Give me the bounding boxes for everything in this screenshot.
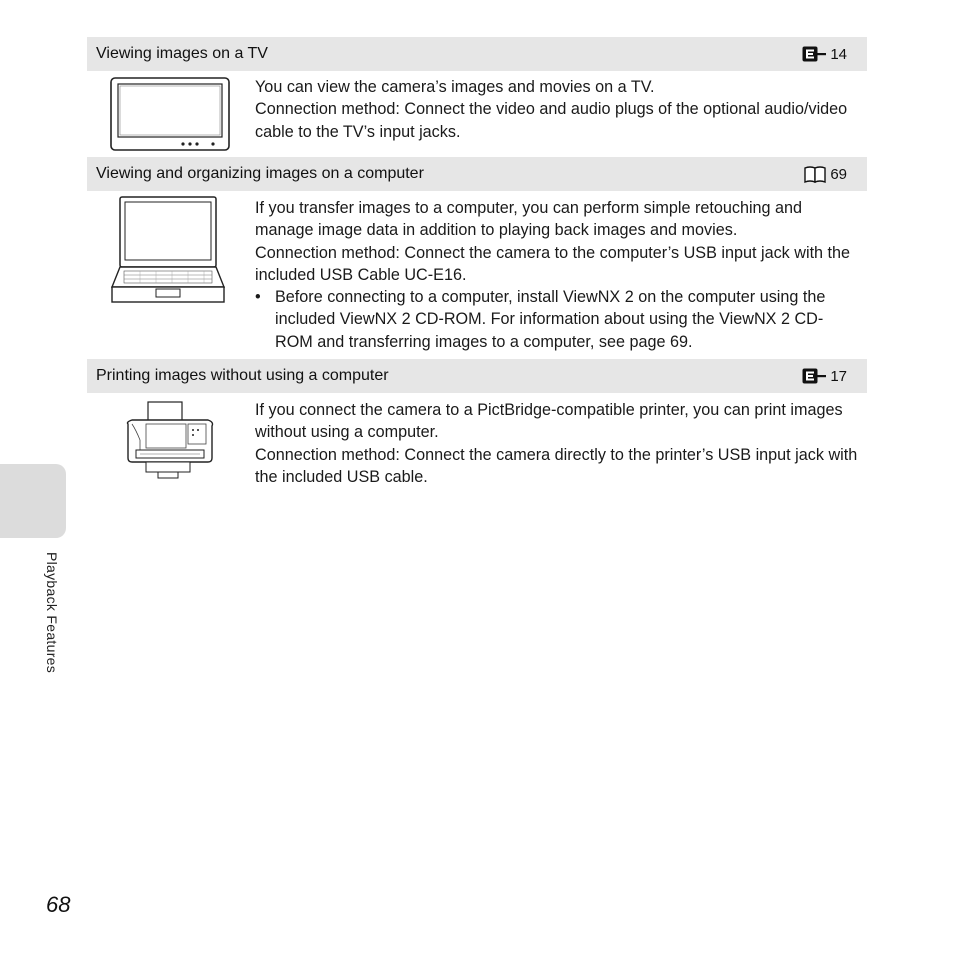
- paragraph: If you connect the camera to a PictBridge-compatible printer, you can print images without using a computer.: [255, 401, 843, 442]
- page-number: 68: [46, 892, 71, 917]
- section-reference: [802, 46, 847, 63]
- paragraph: Connection method: Connect the video and audio plugs of the optional audio/video cable to the TV’s input jacks.: [255, 100, 848, 141]
- reference-number: 69: [830, 165, 847, 183]
- section-reference: [804, 166, 847, 183]
- section-body-tv: [255, 76, 860, 143]
- book-icon: [804, 166, 826, 183]
- section-title: Viewing and organizing images on a computer: [96, 165, 424, 182]
- bullet-text: Before connecting to a computer, install ViewNX 2 on the computer using the included ViewNX 2 CD-ROM. For information about using the ViewNX 2 CD-ROM and transferring images to a computer, see page 69.: [275, 288, 826, 351]
- chapter-tab: [0, 464, 66, 538]
- section-body-computer: [255, 197, 860, 353]
- bullet-item: [255, 286, 860, 353]
- section-header-computer: [87, 157, 867, 191]
- section-title: Viewing images on a TV: [96, 45, 268, 62]
- laptop-illustration: [110, 196, 230, 304]
- paragraph: You can view the camera’s images and movies on a TV.: [255, 78, 655, 96]
- section-reference: [802, 368, 847, 385]
- reference-section-icon: [802, 46, 826, 62]
- tv-illustration: [110, 77, 230, 151]
- printer-illustration: [122, 400, 218, 480]
- paragraph: Connection method: Connect the camera to the computer’s USB input jack with the included USB Cable UC-E16.: [255, 243, 851, 284]
- reference-number: 17: [830, 367, 847, 385]
- reference-section-icon: [802, 368, 826, 384]
- paragraph: If you transfer images to a computer, you can perform simple retouching and manage image data in addition to playing back images and movies.: [255, 199, 803, 240]
- reference-number: 14: [830, 45, 847, 63]
- paragraph: Connection method: Connect the camera directly to the printer’s USB input jack with the included USB cable.: [255, 445, 858, 486]
- section-title: Printing images without using a computer: [96, 367, 389, 384]
- chapter-label: Playback Features: [44, 552, 60, 674]
- section-header-tv: [87, 37, 867, 71]
- section-header-printer: [87, 359, 867, 393]
- bullet-icon: •: [255, 288, 261, 307]
- section-body-printer: [255, 399, 860, 488]
